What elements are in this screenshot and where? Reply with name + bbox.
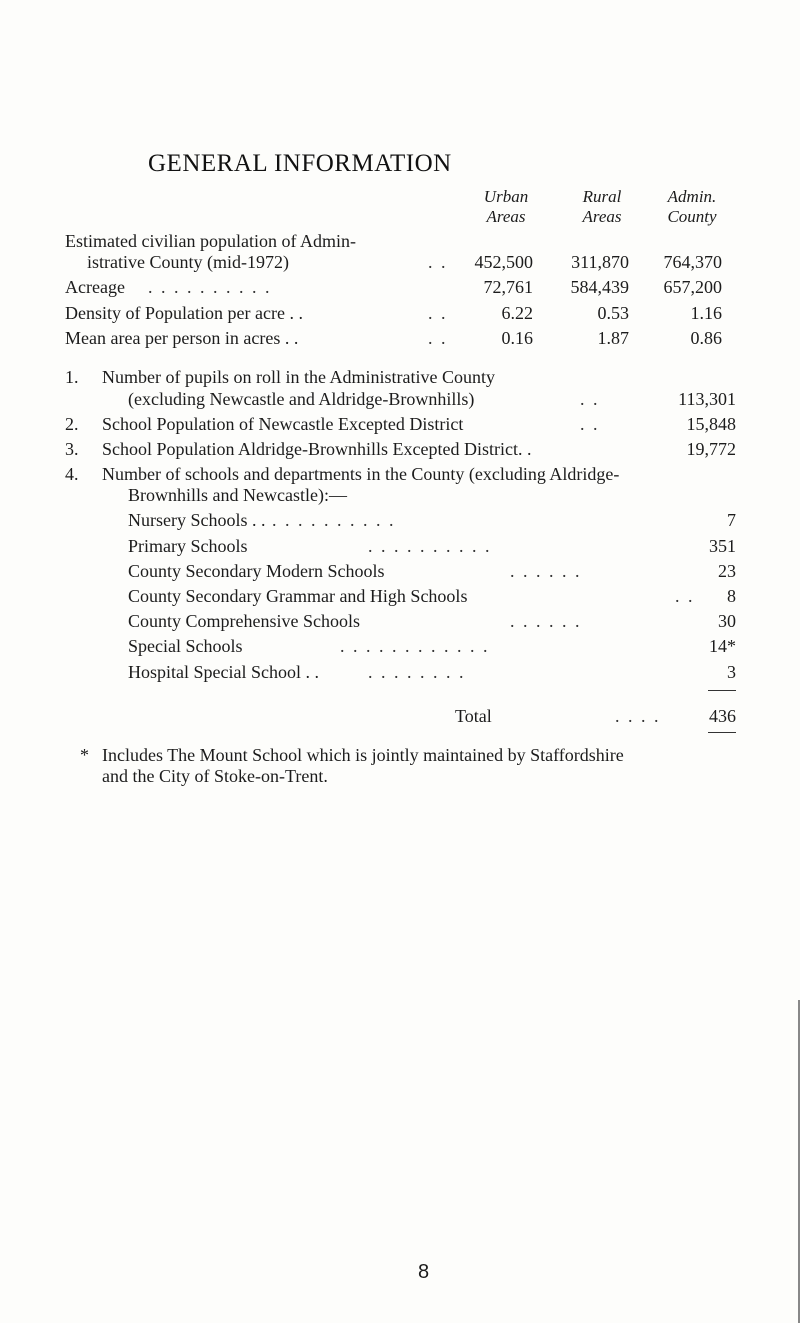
page-title: GENERAL INFORMATION xyxy=(148,150,452,177)
dot-leader: . . . . . . . . xyxy=(368,662,466,682)
item-value: 113,301 xyxy=(678,389,736,409)
dot-leader: . . . . . . . . . . xyxy=(368,536,492,556)
total-rule-top xyxy=(708,690,736,691)
school-count: 23 xyxy=(718,561,736,581)
item-number: 1. xyxy=(65,367,79,387)
column-header-county xyxy=(652,187,732,227)
dot-leader: . . xyxy=(428,252,448,272)
column-header-line: Admin. xyxy=(667,187,717,206)
stat-label: Density of Population per acre . . xyxy=(65,303,303,323)
stat-urban-value: 72,761 xyxy=(483,277,533,297)
dot-leader: . . . . xyxy=(615,706,661,726)
school-count: 7 xyxy=(727,510,736,530)
item-number: 3. xyxy=(65,439,79,459)
item-text: Number of pupils on roll in the Administrative County xyxy=(102,367,495,387)
footnote-text: and the City of Stoke-on-Trent. xyxy=(102,766,328,786)
stat-rural-value: 584,439 xyxy=(570,277,629,297)
dot-leader: . . . . . . xyxy=(510,611,582,631)
stat-label: istrative County (mid-1972) xyxy=(87,252,289,272)
stat-county-value: 1.16 xyxy=(690,303,722,323)
item-number: 4. xyxy=(65,464,79,484)
item-text: School Population Aldridge-Brownhills Excepted District. . xyxy=(102,439,532,459)
dot-leader: . . . . . . . . . . xyxy=(272,510,396,530)
school-label: Primary Schools xyxy=(128,536,248,556)
stat-label: Acreage xyxy=(65,277,125,297)
column-header-urban xyxy=(466,187,546,227)
column-header-line: Areas xyxy=(486,207,526,226)
item-text: (excluding Newcastle and Aldridge-Brownhills) xyxy=(128,389,475,409)
school-count: 30 xyxy=(718,611,736,631)
stat-urban-value: 6.22 xyxy=(501,303,533,323)
school-label: Hospital Special School . . xyxy=(128,662,319,682)
stat-rural-value: 1.87 xyxy=(597,328,629,348)
item-value: 19,772 xyxy=(686,439,736,459)
school-count: 8 xyxy=(727,586,736,606)
dot-leader: . . xyxy=(580,389,600,409)
dot-leader: . . . . . . xyxy=(510,561,582,581)
stat-rural-value: 0.53 xyxy=(597,303,629,323)
school-count: 3 xyxy=(727,662,736,682)
stat-urban-value: 452,500 xyxy=(474,252,533,272)
stat-county-value: 657,200 xyxy=(663,277,722,297)
dot-leader: . . . . . . . . . . . . xyxy=(340,636,490,656)
footnote-marker: * xyxy=(80,745,89,765)
stat-county-value: 764,370 xyxy=(663,252,722,272)
school-label: County Secondary Modern Schools xyxy=(128,561,385,581)
total-value: 436 xyxy=(709,706,736,726)
dot-leader: . . xyxy=(428,303,448,323)
page-number: 8 xyxy=(418,1261,430,1283)
total-label: Total xyxy=(455,706,492,726)
school-label: Special Schools xyxy=(128,636,243,656)
stat-rural-value: 311,870 xyxy=(571,252,629,272)
school-count: 14* xyxy=(709,636,736,656)
school-count: 351 xyxy=(709,536,736,556)
stat-label: Mean area per person in acres . . xyxy=(65,328,299,348)
column-header-line: County xyxy=(667,207,717,226)
dot-leader: . . xyxy=(675,586,695,606)
stat-urban-value: 0.16 xyxy=(501,328,533,348)
column-header-line: Urban xyxy=(483,187,529,206)
school-label: Nursery Schools . . xyxy=(128,510,266,530)
column-header-rural xyxy=(562,187,642,227)
item-text: Number of schools and departments in the County (excluding Aldridge- xyxy=(102,464,620,484)
item-value: 15,848 xyxy=(686,414,736,434)
total-rule-bottom xyxy=(708,732,736,733)
item-text: School Population of Newcastle Excepted District xyxy=(102,414,464,434)
item-text: Brownhills and Newcastle):— xyxy=(128,485,347,505)
footnote-text: Includes The Mount School which is jointly maintained by Staffordshire xyxy=(102,745,624,765)
item-number: 2. xyxy=(65,414,79,434)
dot-leader: . . . . . . . . . . xyxy=(148,277,272,297)
stat-label: Estimated civilian population of Admin- xyxy=(65,231,356,251)
school-label: County Secondary Grammar and High Schools xyxy=(128,586,468,606)
dot-leader: . . xyxy=(428,328,448,348)
column-header-line: Rural xyxy=(582,187,622,206)
dot-leader: . . xyxy=(580,414,600,434)
column-header-line: Areas xyxy=(582,207,622,226)
stat-county-value: 0.86 xyxy=(690,328,722,348)
school-label: County Comprehensive Schools xyxy=(128,611,360,631)
